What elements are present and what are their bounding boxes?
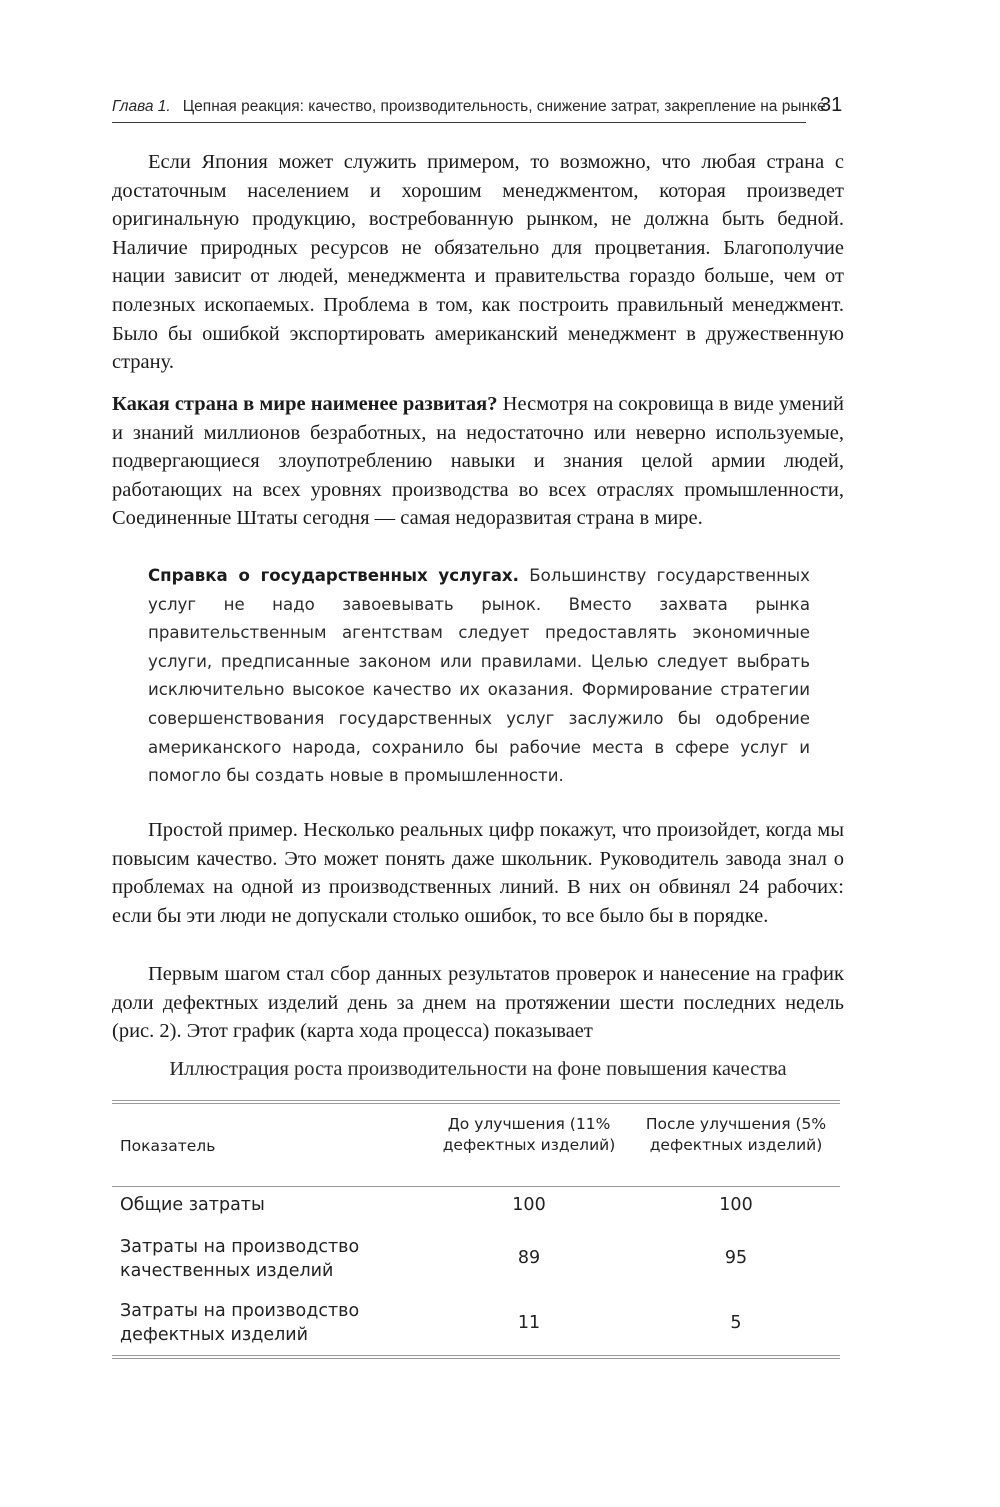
page-number: 31: [820, 94, 843, 116]
table-cell-after: 100: [719, 1195, 753, 1215]
paragraph-japan: Если Япония может служить примером, то возможно, что любая страна с достаточным населением и хорошим менеджментом, которая произведет оригинальную продукцию, востребованную рынком, не должна быть бедной. Наличие природных ресурсов не обязательно для процветания. Благополучие нации зависит от людей, менеджмента и правительства гораздо больше, чем от полезных ископаемых. Проблема в том, как построить правильный менеджмент. Было бы ошибкой экспортировать американский менеджмент в дружественную страну.: [112, 151, 844, 374]
note-body: Большинству государственных услуг не надо завоевывать рынок. Вместо захвата рынка правительственным агентствам следует предоставлять экономичные услуги, предписанные законом или правилами. Целью следует выбрать исключительно высокое качество их оказания. Формирование стратегии совершенствования государственных услуг заслужило бы одобрение американского народа, сохранило бы рабочие места в сфере услуг и помогло бы создать новые в промышленности.: [148, 566, 810, 786]
note-government-services: [148, 562, 810, 791]
table-bottom-rule: [112, 1355, 840, 1359]
table-header-after: После улучшения (5% дефектных изделий): [645, 1115, 827, 1154]
table-cell-before: 11: [517, 1313, 541, 1333]
table-caption: Иллюстрация роста производительности на фоне повышения качества: [169, 1058, 787, 1080]
table-row-label: Затраты на производство дефектных изделий: [120, 1301, 360, 1345]
paragraph-lead-question: Какая страна в мире наименее развитая?: [112, 393, 498, 415]
chapter-heading: [112, 98, 826, 116]
chapter-title: Цепная реакция: качество, производительность, снижение затрат, закрепление на рынке: [182, 98, 826, 115]
table-top-rule: [112, 1100, 840, 1104]
table-row-label: Затраты на производство качественных изделий: [120, 1237, 360, 1281]
table-cell-after: 5: [730, 1313, 742, 1333]
paragraph-simple-example: Простой пример. Несколько реальных цифр покажут, что произойдет, когда мы повысим качество. Это может понять даже школьник. Руководитель завода знал о проблемах на одной из производственных линий. В них он обвинял 24 рабочих: если бы эти люди не допускали столько ошибок, то все было бы в порядке.: [112, 819, 844, 927]
table-cell-after: 95: [724, 1248, 748, 1268]
note-title: Справка о государственных услугах.: [148, 566, 519, 585]
paragraph-body: Несмотря на сокровища в виде умений и знаний миллионов безработных, на недостаточно или неверно используемые, подвергающиеся злоупотреблению навыки и знания целой армии людей, работающих на всех уровнях производства во всех отраслях промышленности, Соединенные Штаты сегодня — самая недоразвитая страна в мире.: [112, 393, 844, 530]
table-row-label: Общие затраты: [120, 1195, 265, 1215]
table-header-before: До улучшения (11% дефектных изделий): [442, 1115, 616, 1154]
table-cell-before: 100: [512, 1195, 546, 1215]
paragraph-least-developed: [112, 390, 844, 533]
table-header-rule: [112, 1186, 840, 1187]
table-cell-before: 89: [517, 1248, 541, 1268]
table-header-label: Показатель: [120, 1137, 216, 1155]
paragraph-first-step: Первым шагом стал сбор данных результатов проверок и нанесение на график доли дефектных изделий день за днем на протяжении шести последних недель (рис. 2). Этот график (карта хода процесса) показывает: [112, 963, 844, 1043]
header-rule: [112, 122, 806, 123]
chapter-number: Глава 1.: [112, 98, 171, 115]
